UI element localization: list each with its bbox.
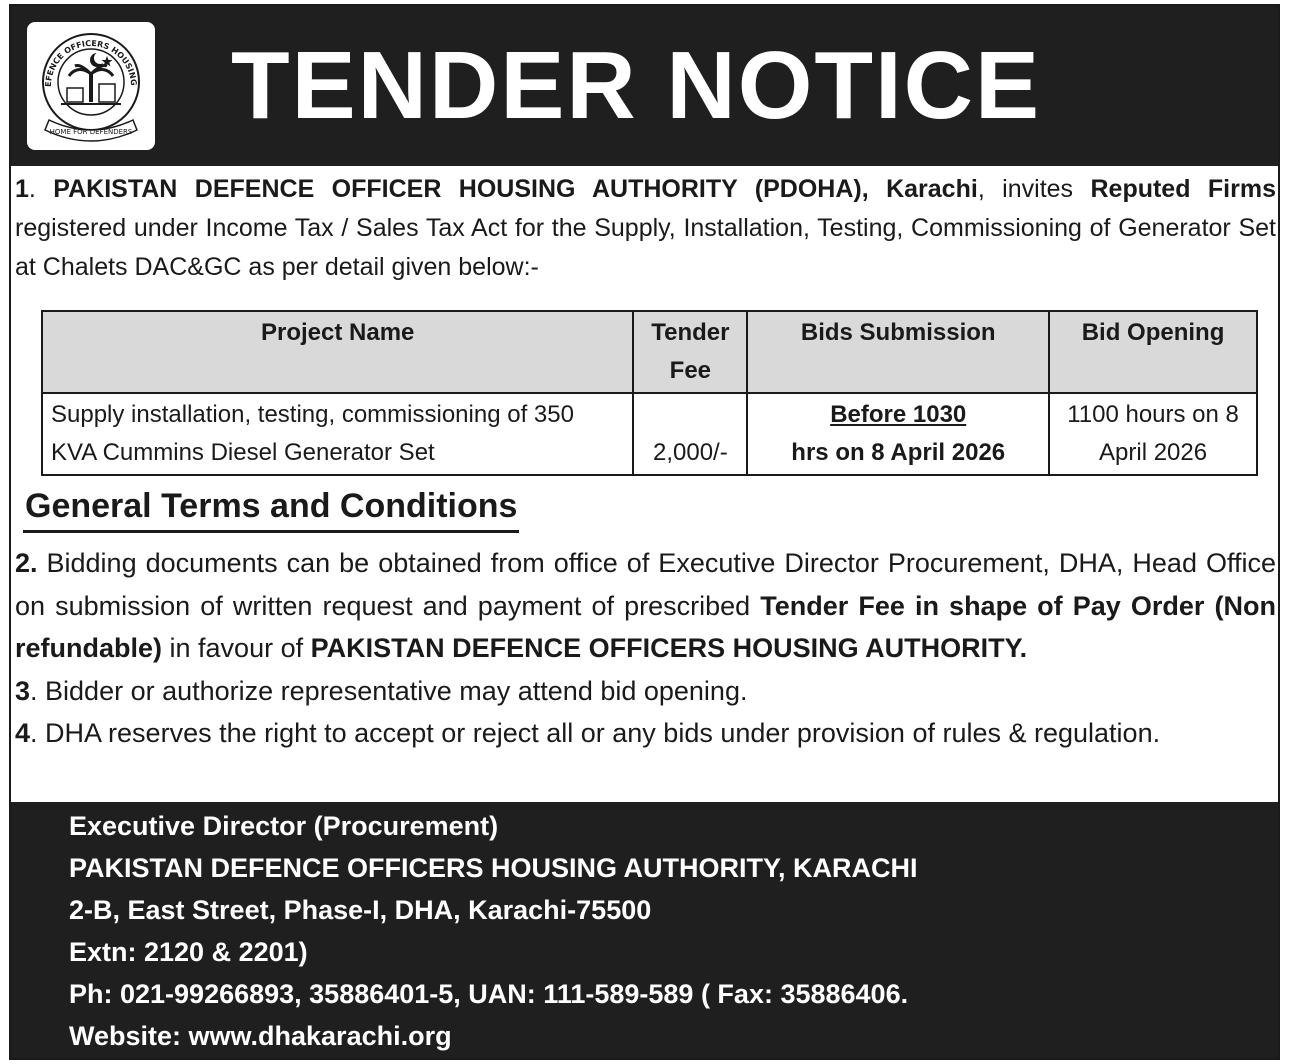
clause-text: . Bidder or authorize representative may attend bid opening. [30,675,748,706]
table-row [42,393,1257,475]
clause-text: Bidding documents can be obtained from office of Executive Director Procurement, DHA, Head Office on submission of written request and payment of prescribed [15,548,1276,621]
reputed-firms: Reputed Firms [1090,175,1276,203]
contact-website: Website: www.dhakarachi.org [69,1021,452,1051]
section-heading: General Terms and Conditions [23,482,519,533]
contact-title: Executive Director (Procurement) [69,811,499,841]
intro-text: , invites [977,175,1091,203]
table-header-row [42,311,1257,393]
contact-extension: Extn: 2120 & 2201) [69,937,308,967]
organization-name: PAKISTAN DEFENCE OFFICER HOUSING AUTHORITY (PDOHA), Karachi [53,175,978,203]
col-bid-opening: Bid Opening [1049,311,1257,393]
svg-text:PAKISTAN DEFENCE OFFICERS HOUS: EFENCE OFFICERS HOUSING [43,38,139,88]
fee-cell: 2,000/- [633,393,747,475]
col-tender-fee: Tender Fee [633,311,747,393]
clause-text: . DHA reserves the right to accept or reject all or any bids under provision of rules & regulation. [30,718,1161,748]
clause-number: 2. [15,548,38,578]
clause-text: in favour of [162,633,311,663]
intro-text: registered under Income Tax / Sales Tax Act for the Supply, Installation, Testing, Commissioning of Generator Set at Chalets DAC&GC as per detail given below:- [15,214,1276,281]
contact-address: 2-B, East Street, Phase-I, DHA, Karachi-75500 [69,895,652,925]
clause-number: 4 [15,718,31,748]
submission-date: hrs on 8 April 2026 [791,439,1006,466]
tender-table [41,310,1258,476]
contact-organization: PAKISTAN DEFENCE OFFICERS HOUSING AUTHORITY, KARACHI [69,853,918,883]
clause-2 [15,542,1276,670]
header-band [11,6,1278,166]
contact-footer [11,802,1278,1058]
opening-cell: 1100 hours on 8 April 2026 [1049,393,1257,475]
clause-emphasis: PAKISTAN DEFENCE OFFICERS HOUSING AUTHORITY. [310,633,1028,663]
col-bids-submission: Bids Submission [747,311,1049,393]
clause-number: 3 [15,675,31,706]
project-cell: Supply installation, testing, commissioning of 350 KVA Cummins Diesel Generator Set [42,393,633,475]
terms-list [15,542,1276,755]
dha-logo [27,22,155,150]
submission-cell [747,393,1049,475]
page-title: TENDER NOTICE [231,32,1042,139]
clause-4 [15,712,1276,755]
dha-emblem-icon [27,22,155,150]
clause-3 [15,670,1276,713]
svg-text:HOME FOR DEFENDERS: HOME FOR DEFENDERS [49,128,133,136]
clause-number: 1 [15,175,29,203]
notice-frame [9,4,1280,1060]
clause-emphasis: Tender Fee in shape of Pay Order (Non refundable) [15,590,1276,663]
contact-phone: Ph: 021-99266893, 35886401-5, UAN: 111-589-589 ( Fax: 35886406. [69,979,909,1009]
intro-paragraph [15,170,1276,287]
col-project-name: Project Name [42,311,633,393]
intro-text: . [28,175,54,203]
submission-deadline: Before 1030 [830,401,967,428]
